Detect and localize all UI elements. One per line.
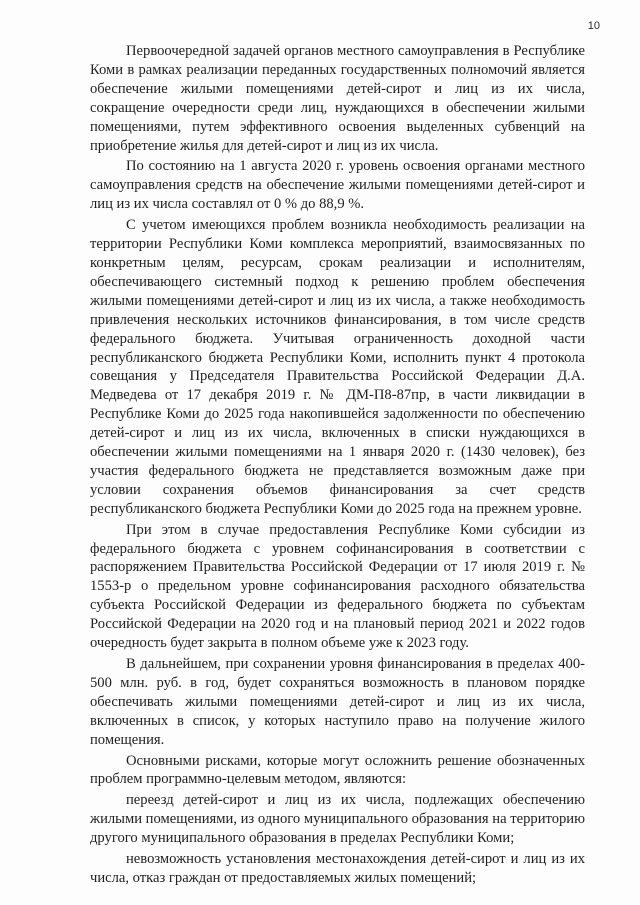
paragraph-risk-location-refusal: невозможность установления местонахождения детей-сирот и лиц из их числа, отказ граждан от предоставляемых жилых помещений; [90, 851, 585, 886]
paragraph-future-funding: В дальнейшем, при сохранении уровня финансирования в пределах 400-500 млн. руб. в год, будет сохраняться возможность в плановом порядке обеспечивать жилыми помещениями детей-сирот и лиц из их числа, включенных в список, у которых наступило право на получение жилого помещения. [90, 656, 585, 748]
paragraph-funding-status: По состоянию на 1 августа 2020 г. уровень освоения органами местного самоуправления средств на обеспечение жилыми помещениями детей-сирот и лиц из их числа составлял от 0 % до 88,9 %. [90, 158, 585, 213]
paragraph-priority-task: Первоочередной задачей органов местного самоуправления в Республике Коми в рамках реализации переданных государственных полномочий является обеспечение жилыми помещениями детей-сирот и лиц из их числа, сокращение очередности среди лиц, нуждающихся в обеспечении жилыми помещениями, путем эффективного освоения выделенных субвенций на приобретение жилья для детей-сирот и лиц из их числа. [90, 43, 585, 154]
document-body [90, 42, 585, 890]
paragraph-federal-subsidy: При этом в случае предоставления Республике Коми субсидии из федерального бюджета с уровнем софинансирования в соответствии с распоряжением Правительства Российской Федерации от 17 июля 2019 г. № 1553-р о предельном уровне софинансирования расходного обязательства субъекта Российской Федерации из федерального бюджета по субъектам Российской Федерации на 2020 год и на плановый период 2021 и 2022 годов очередность будет закрыта в полном объеме уже к 2023 году. [90, 521, 585, 652]
page-number: 10 [587, 20, 600, 32]
paragraph-risks-intro: Основными рисками, которые могут осложнить решение обозначенных проблем программно-целевым методом, являются: [90, 752, 585, 788]
paragraph-measures-necessity: С учетом имеющихся проблем возникла необходимость реализации на территории Республики Коми комплекса мероприятий, взаимосвязанных по конкретным целям, ресурсам, срокам реализации и исполнителям, обеспечивающего системный подход к решению проблем обеспечения жилыми помещениями детей-сирот и лиц из их числа, а также необходимость привлечения нескольких источников финансирования, в том числе средств федерального бюджета. Учитывая ограниченность доходной части республиканского бюджета Республики Коми, исполнить пункт 4 протокола совещания у Председателя Правительства Российской Федерации Д.А. Медведева от 17 декабря 2019 г. № ДМ-П8-87пр, в части ликвидации в Республике Коми до 2025 года накопившейся задолженности по обеспечению детей-сирот и лиц из их числа, включенных в списки нуждающихся в обеспечении жилыми помещениями на 1 января 2020 г. (1430 человек), без участия федерального бюджета не представляется возможным даже при условии сохранения объемов финансирования за счет средств республиканского бюджета Республики Коми до 2025 года на прежнем уровне. [90, 217, 585, 517]
paragraph-risk-relocation: переезд детей-сирот и лиц из их числа, подлежащих обеспечению жилыми помещениями, из одного муниципального образования на территорию другого муниципального образования в пределах Республики Коми; [90, 792, 585, 847]
